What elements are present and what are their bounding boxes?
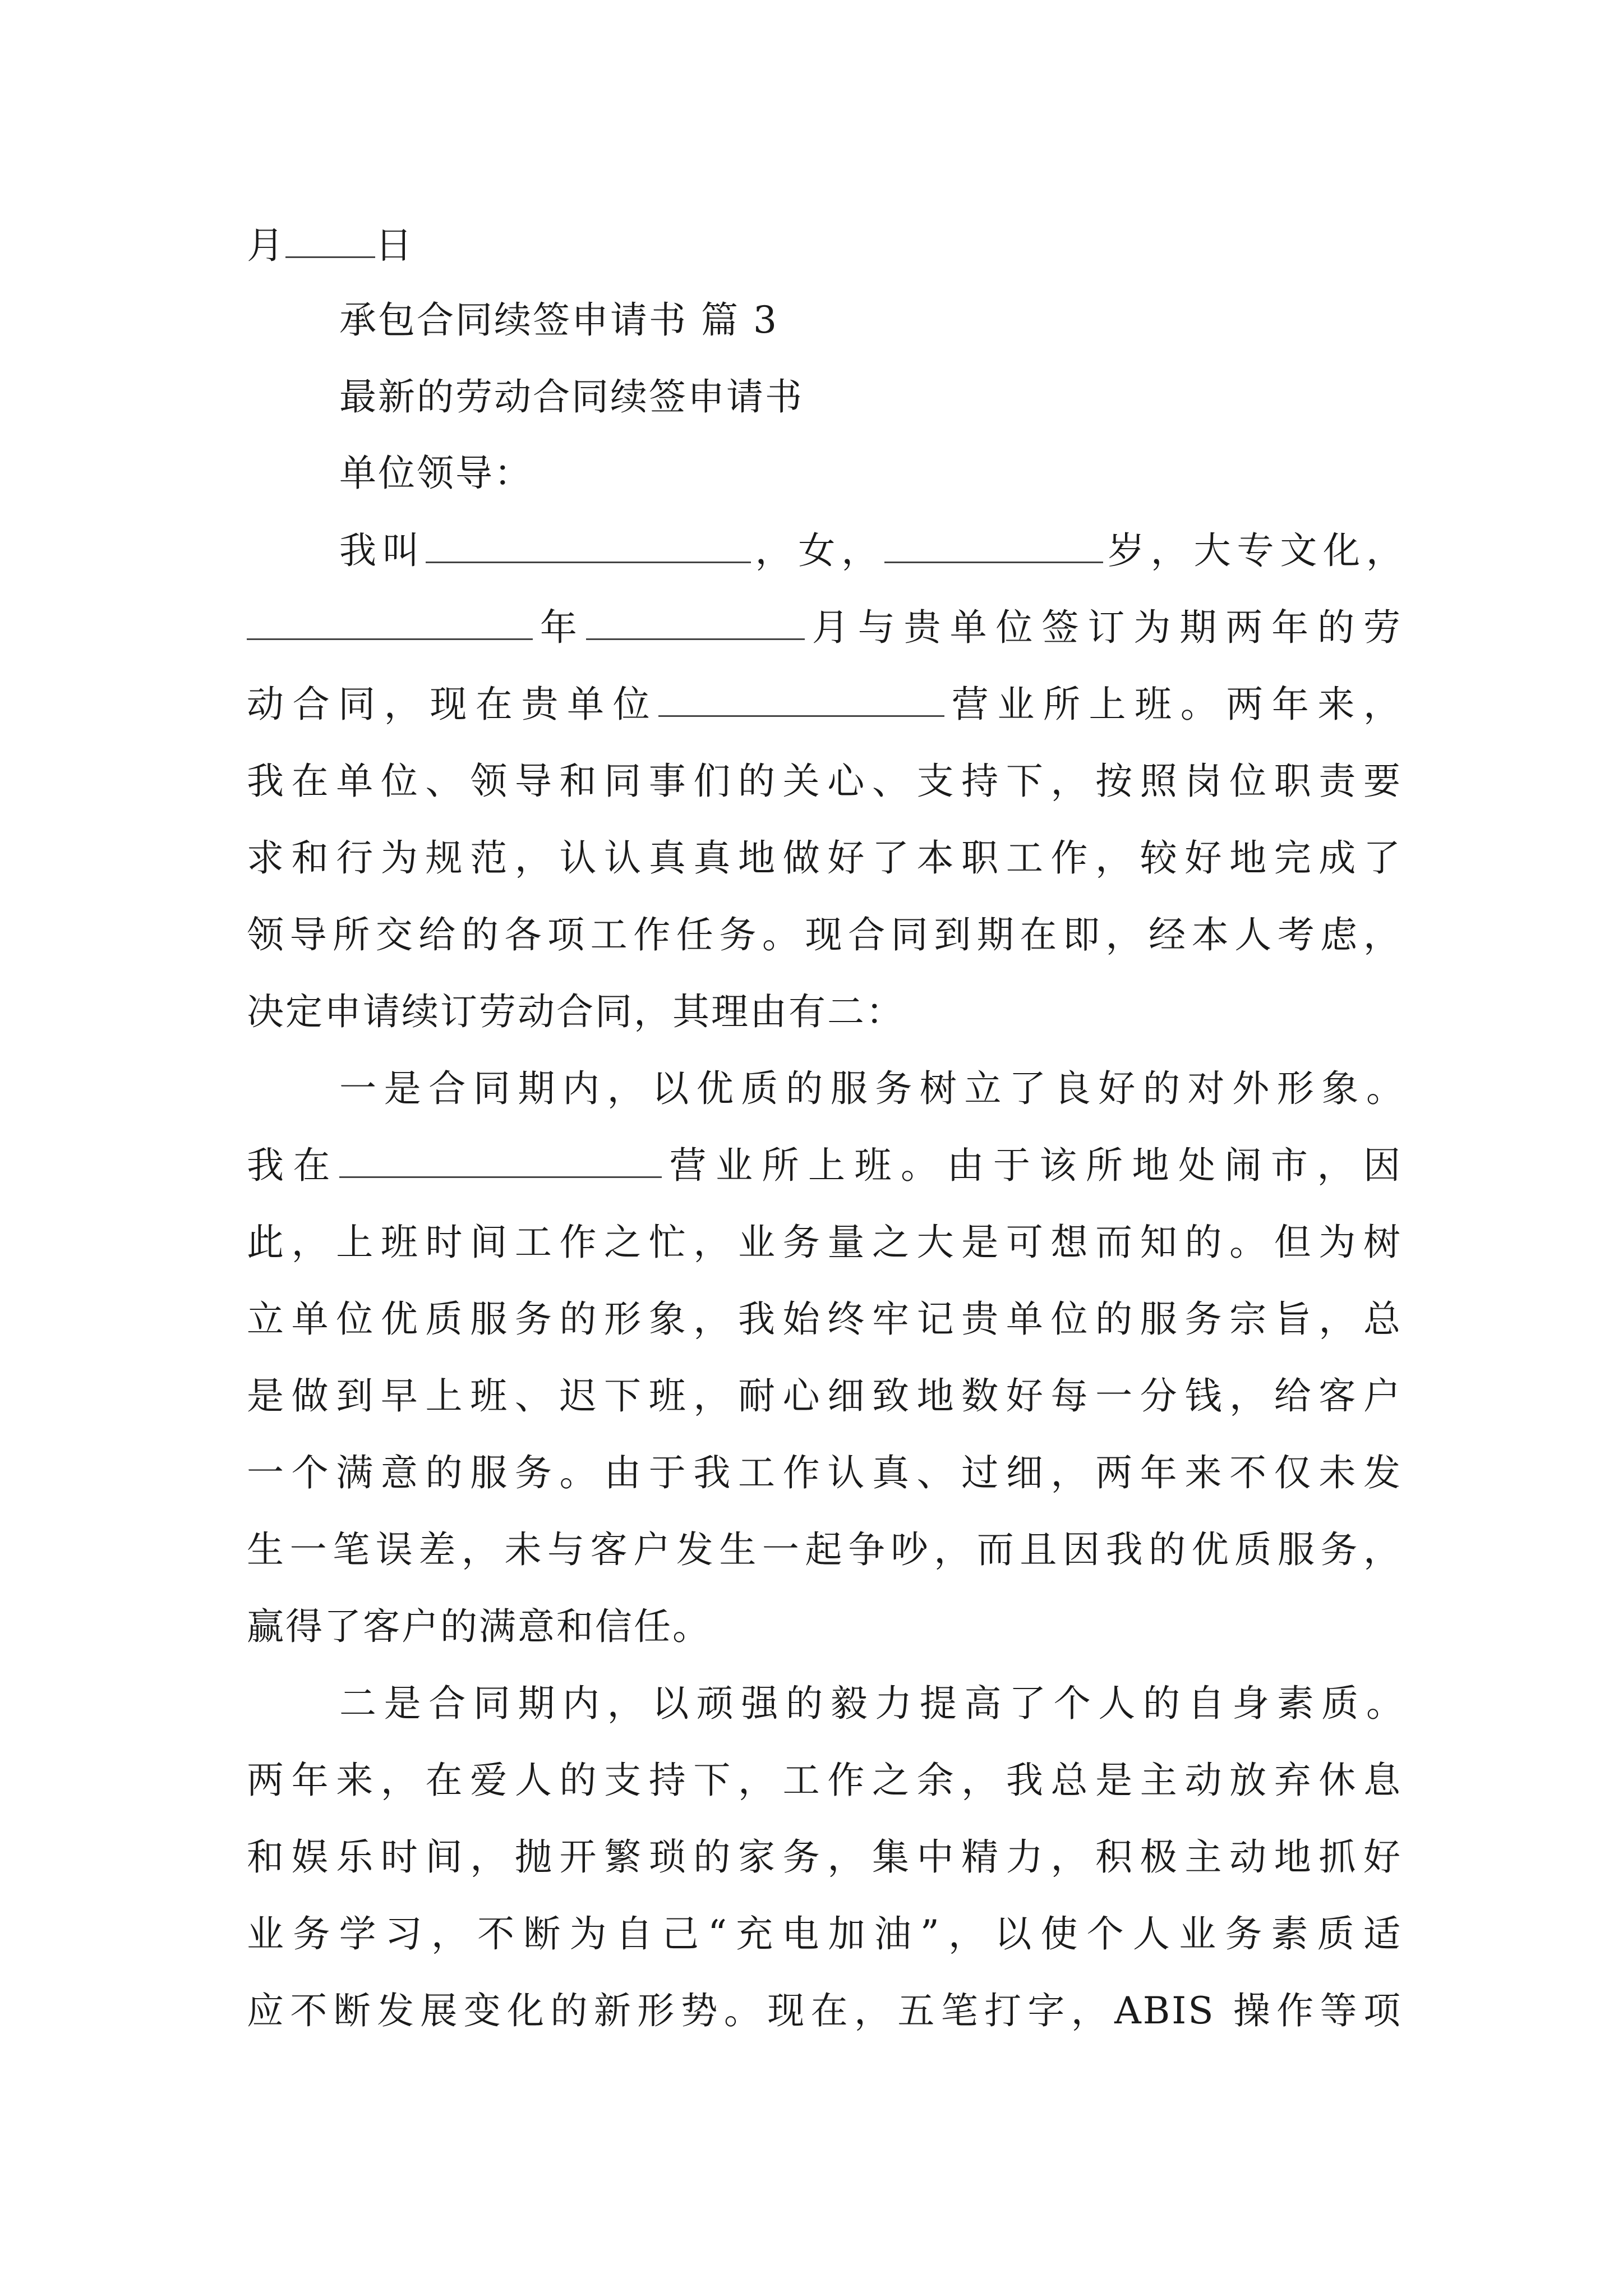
salutation: 单位领导： (339, 452, 533, 495)
line-text: 我叫 (339, 529, 426, 572)
month-blank (586, 604, 805, 640)
year-blank (247, 604, 533, 640)
line-text: 动合同，现在贵单位 (247, 683, 659, 726)
paragraph-line-10: 此，上班时间工作之忙，业务量之大是可想而知的。但为树 (247, 1221, 1402, 1264)
paragraph-line-14: 生一笔误差，未与客户发生一起争吵，而且因我的优质服务， (247, 1528, 1402, 1571)
heading-title: 最新的劳动合同续签申请书 (339, 375, 804, 418)
paragraph-line-16: 二是合同期内，以顽强的毅力提高了个人的自身素质。 (339, 1682, 1405, 1725)
line-text: 年 (533, 606, 586, 649)
line-text: 月与贵单位签订为期两年的劳 (804, 606, 1403, 649)
paragraph-line-20: 应不断发展变化的新形势。现在，五笔打字，ABIS 操作等项 (247, 1989, 1402, 2032)
paragraph-line-2 (247, 603, 1402, 652)
line-text: ，女， (750, 529, 885, 572)
paragraph-line-6: 领导所交给的各项工作任务。现合同到期在即，经本人考虑， (247, 913, 1402, 956)
paragraph-line-17: 两年来，在爱人的支持下，工作之余，我总是主动放弃休息 (247, 1759, 1402, 1802)
day-blank (285, 222, 375, 258)
office-blank-2 (339, 1142, 662, 1178)
paragraph-line-4: 我在单位、领导和同事们的关心、支持下，按照岗位职责要 (247, 760, 1402, 803)
line-text: 岁，大专文化， (1103, 529, 1405, 572)
paragraph-line-8: 一是合同期内，以优质的服务树立了良好的对外形象。 (339, 1067, 1405, 1110)
paragraph-line-12: 是做到早上班、迟下班，耐心细致地数好每一分钱，给客户 (247, 1374, 1402, 1418)
date-line (247, 221, 1402, 270)
paragraph-line-18: 和娱乐时间，抛开繁琐的家务，集中精力，积极主动地抓好 (247, 1835, 1402, 1879)
line-text: 营业所上班。两年来， (944, 683, 1403, 726)
paragraph-line-9 (247, 1141, 1402, 1190)
paragraph-line-1 (339, 526, 1405, 576)
paragraph-line-13: 一个满意的服务。由于我工作认真、过细，两年来不仅未发 (247, 1451, 1402, 1494)
age-blank (884, 527, 1103, 563)
paragraph-line-7: 决定申请续订劳动合同，其理由有二： (247, 990, 905, 1033)
paragraph-line-11: 立单位优质服务的形象，我始终牢记贵单位的服务宗旨，总 (247, 1297, 1402, 1341)
paragraph-line-5: 求和行为规范，认认真真地做好了本职工作，较好地完成了 (247, 836, 1402, 880)
office-blank (658, 680, 944, 717)
line-text: 我在 (247, 1144, 339, 1187)
paragraph-line-19: 业务学习，不断为自己“充电加油”，以使个人业务素质适 (247, 1912, 1402, 1955)
line-text: 营业所上班。由于该所地处闹市，因 (662, 1144, 1402, 1187)
paragraph-line-3 (247, 680, 1402, 729)
paragraph-line-15: 赢得了客户的满意和信任。 (247, 1605, 711, 1648)
name-blank (426, 527, 751, 563)
month-text: 月 (247, 224, 285, 267)
heading-part-3: 承包合同续签申请书 篇 3 (339, 298, 778, 342)
day-text: 日 (375, 224, 414, 267)
